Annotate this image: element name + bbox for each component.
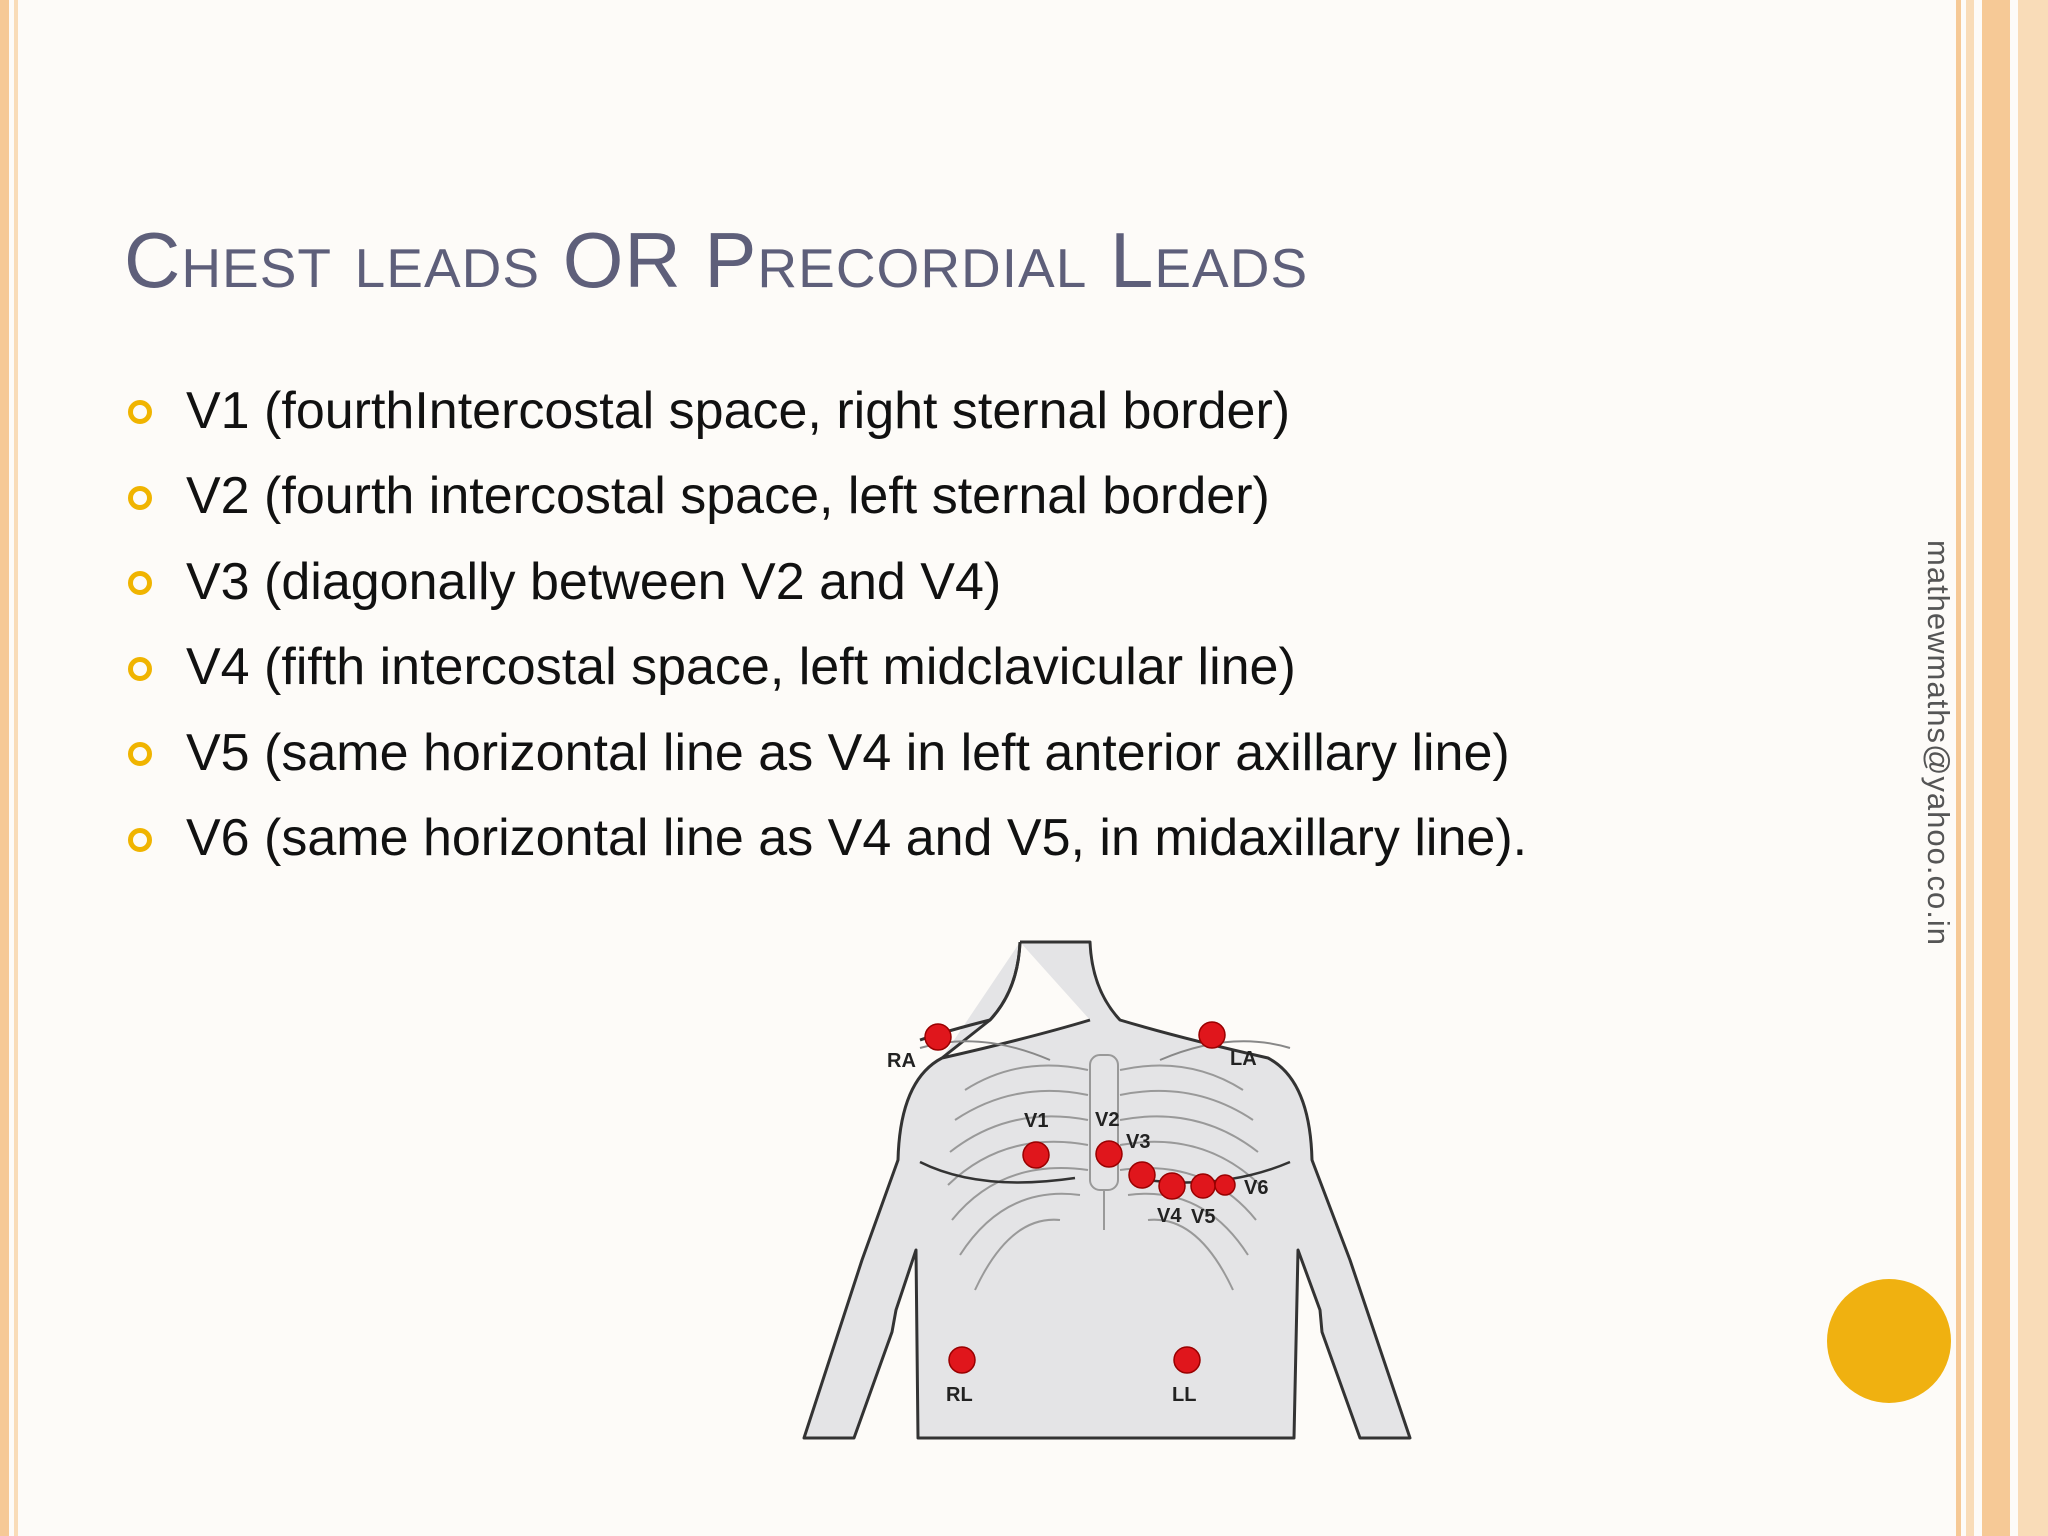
electrode-v5 — [1191, 1174, 1215, 1198]
frame-stripe-right-2 — [1966, 0, 1974, 1536]
bullet-list — [124, 368, 1764, 881]
bullet-ring-icon — [128, 657, 152, 681]
slide-title: Chest leads OR Precordial Leads — [124, 216, 1309, 304]
bullet-text: V2 (fourth intercostal space, left sternal border) — [186, 467, 1270, 526]
bullet-ring-icon — [128, 486, 152, 510]
bullet-ring-icon — [128, 742, 152, 766]
label-rl: RL — [946, 1384, 973, 1406]
bullet-text: V6 (same horizontal line as V4 and V5, in midaxillary line). — [186, 809, 1528, 868]
label-ll: LL — [1172, 1384, 1197, 1406]
bullet-item-v1 — [124, 368, 1764, 454]
bullet-text: V3 (diagonally between V2 and V4) — [186, 552, 1002, 611]
accent-circle-icon — [1827, 1279, 1951, 1403]
bullet-item-v2 — [124, 454, 1764, 540]
label-v1: V1 — [1024, 1110, 1049, 1132]
frame-stripe-right-3 — [1982, 0, 2010, 1536]
label-v4: V4 — [1157, 1205, 1182, 1227]
torso-illustration — [720, 930, 1420, 1450]
electrode-ll — [1174, 1347, 1200, 1373]
electrode-v1 — [1023, 1142, 1049, 1168]
frame-stripe-left — [0, 0, 9, 1536]
label-v2: V2 — [1095, 1109, 1120, 1131]
bullet-item-v3 — [124, 539, 1764, 625]
torso-diagram — [720, 930, 1420, 1450]
author-email: mathewmaths@yahoo.co.in — [1921, 540, 1956, 946]
bullet-ring-icon — [128, 400, 152, 424]
electrode-la — [1199, 1022, 1225, 1048]
bullet-text: V5 (same horizontal line as V4 in left anterior axillary line) — [186, 723, 1510, 782]
bullet-item-v5 — [124, 710, 1764, 796]
electrode-v4 — [1159, 1173, 1185, 1199]
electrode-ra — [925, 1024, 951, 1050]
bullet-ring-icon — [128, 571, 152, 595]
electrode-v3 — [1129, 1162, 1155, 1188]
electrode-v2 — [1096, 1141, 1122, 1167]
label-la: LA — [1230, 1048, 1257, 1070]
electrode-v6 — [1215, 1175, 1235, 1195]
frame-stripe-left-inner — [14, 0, 18, 1536]
frame-stripe-right-1 — [1956, 0, 1961, 1536]
bullet-text: V1 (fourthIntercostal space, right sternal border) — [186, 381, 1291, 440]
frame-stripe-right-4 — [2018, 0, 2048, 1536]
bullet-ring-icon — [128, 828, 152, 852]
label-v3: V3 — [1126, 1131, 1151, 1153]
bullet-text: V4 (fifth intercostal space, left midclavicular line) — [186, 638, 1296, 697]
label-v6: V6 — [1244, 1177, 1269, 1199]
electrode-rl — [949, 1347, 975, 1373]
bullet-item-v6 — [124, 796, 1764, 882]
label-ra: RA — [887, 1050, 916, 1072]
label-v5: V5 — [1191, 1206, 1216, 1228]
bullet-item-v4 — [124, 625, 1764, 711]
